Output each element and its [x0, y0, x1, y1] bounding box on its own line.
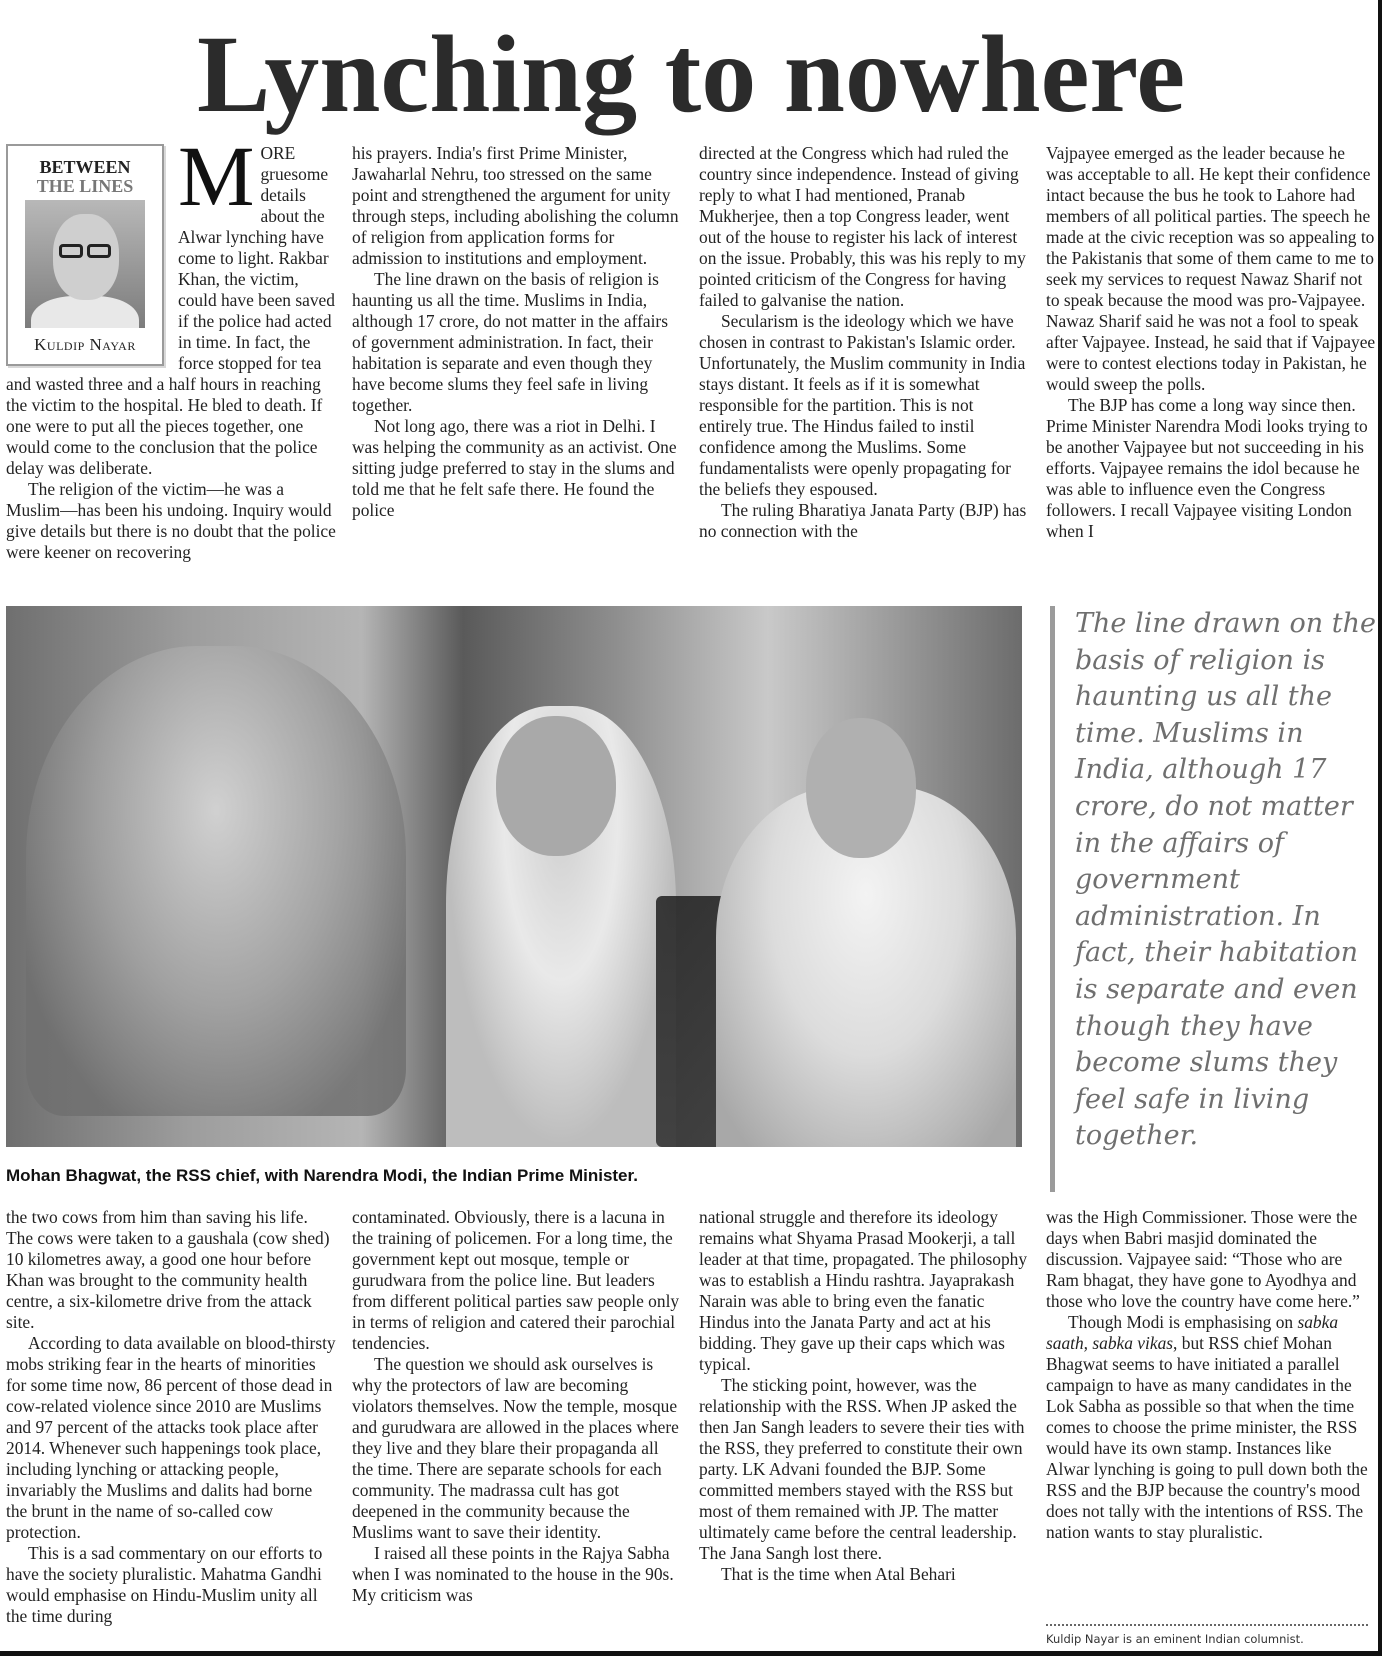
paragraph: Secularism is the ideology which we have chosen in contrast to Pakistan's Islamic order. Unfortunately, the Muslim community in India stays distant. It feels as if it is somewhat responsible for the partition. This is not entirely true. The Hindus failed to instil confidence among the Muslims. Some fundamentalists were openly propagating for the beliefs they espoused. [699, 311, 1026, 499]
text-run: Though Modi is emphasising on [1068, 1312, 1298, 1332]
paragraph: contaminated. Obviously, there is a lacuna in the training of policemen. For a long time, the government kept out mosque, temple or gurudwara from the police line. But leaders from different political parties saw people only in terms of religion and catered their parochial tendencies. [352, 1207, 680, 1353]
column-4-top [1046, 143, 1376, 585]
paragraph: The religion of the victim—he was a Muslim—has been his undoing. Inquiry would give details but there is no doubt that the police were keener on recovering [6, 479, 336, 562]
paragraph: Vajpayee emerged as the leader because he was acceptable to all. He kept their confidence intact because the bus he took to Lahore had members of all political parties. The speech he made at the civic reception was so appealing to the Pakistanis that some of them came to me to seek my services to request Nawaz Sharif not to speak because the mood was pro-Vajpayee. Nawaz Sharif said he was not a fool to speak after Vajpayee. Instead, he said that if Vajpayee were to contest elections today in Pakistan, he would sweep the polls. [1046, 143, 1376, 394]
author-footnote: Kuldip Nayar is an eminent Indian columnist. [1046, 1632, 1304, 1646]
paragraph: his prayers. India's first Prime Minister, Jawaharlal Nehru, too stressed on the same point and strengthened the argument for unity through steps, including abolishing the column of religion from application forms for admission to institutions and employment. [352, 143, 679, 268]
paragraph: national struggle and therefore its ideology remains what Shyama Prasad Mookerji, a tall leader at that time, propagated. The philosophy was to establish a Hindu rashtra. Jayaprakash Narain was able to bring even the fanatic Hindus into the Janata Party and act at his bidding. They gave up their caps which was typical. [699, 1207, 1028, 1374]
paragraph [1046, 1312, 1376, 1543]
article-title: Lynching to nowhere [196, 13, 1186, 135]
column-2-top [352, 143, 682, 585]
pull-quote: The line drawn on the basis of religion is haunting us all the time. Muslims in India, although 17 crore, do not matter in the affairs of government administration. In fact, their habitation is separate and even though they have become slums they feel safe in living together. [1050, 606, 1380, 1192]
page-bottom-rule [0, 1651, 1382, 1656]
news-photo-icon [6, 606, 1022, 1147]
paragraph: The question we should ask ourselves is why the protectors of law are becoming violators themselves. Now the temple, mosque and gurudwara are allowed in the places where they live and they blare their propaganda all the time. There are separate schools for each community. The madrassa cult has got deepened in the community because the Muslims want to save their identity. [352, 1354, 679, 1542]
series-label-line1: BETWEEN [39, 157, 131, 177]
page-right-rule [1378, 0, 1382, 1656]
italic-phrase: sabka saath, sabka vikas [1046, 1312, 1339, 1353]
paragraph: Not long ago, there was a riot in Delhi. I was helping the community as an activist. One sitting judge preferred to stay in the slums and told me that he felt safe there. He found the police [352, 416, 677, 520]
paragraph: That is the time when Atal Behari [721, 1564, 956, 1584]
byline-box [6, 144, 164, 366]
author-portrait-icon [25, 200, 145, 328]
paragraph: ORE gruesome details about the Alwar lynching have come to light. Rakbar Khan, the victim, could have been saved if the police had acted in time. In fact, the force stopped for tea and wasted three and a half hours in reaching the victim to the hospital. He bled to death. If one were to put all the pieces together, one would come to the conclusion that the police delay was deliberate. [6, 143, 335, 478]
paragraph: I raised all these points in the Rajya Sabha when I was nominated to the house in the 90s. My criticism was [352, 1543, 674, 1605]
paragraph: the two cows from him than saving his life. The cows were taken to a gaushala (cow shed) 10 kilometres away, a good one hour before Khan was brought to the community health centre, a six-kilometre drive from the attack site. [6, 1207, 330, 1332]
paragraph: The ruling Bharatiya Janata Party (BJP) has no connection with the [699, 500, 1027, 541]
photo-caption: Mohan Bhagwat, the RSS chief, with Narendra Modi, the Indian Prime Minister. [6, 1166, 638, 1185]
paragraph: According to data available on blood-thirsty mobs striking fear in the hearts of minorities for some time now, 86 percent of those dead in cow-related violence since 2010 are Muslims and 97 percent of the attacks took place after 2014. Whenever such happenings took place, including lynching or attacking people, invariably the Muslims and dalits had borne the brunt in the name of so-called cow protection. [6, 1333, 336, 1542]
column-2-bottom [352, 1207, 682, 1653]
paragraph: directed at the Congress which had ruled the country since independence. Instead of giving reply to what I had mentioned, Pranab Mukherjee, then a top Congress leader, went out of the house to register his lack of interest on the issue. Probably, this was his reply to my pointed criticism of the Congress for having failed to galvanise the nation. [699, 143, 1026, 310]
column-3-top [699, 143, 1029, 585]
drop-cap: M [178, 128, 255, 224]
paragraph: was the High Commissioner. Those were the days when Babri masjid dominated the discussion. Vajpayee said: “Those who are Ram bhagat, they have gone to Ayodhya and those who love the country have come here.” [1046, 1207, 1360, 1311]
column-3-bottom [699, 1207, 1029, 1653]
paragraph: The sticking point, however, was the relationship with the RSS. When JP asked the then Jan Sangh leaders to severe their ties with the RSS, they preferred to constitute their own party. LK Advani founded the BJP. Some committed members stayed with the RSS but most of them remained with JP. The matter ultimately came before the central leadership. The Jana Sangh lost there. [699, 1375, 1025, 1563]
series-label-line2: THE LINES [36, 176, 134, 196]
text-run: , but RSS chief Mohan Bhagwat seems to have initiated a parallel campaign to have as many candidates in the Lok Sabha as possible so that when the time comes to choose the prime minister, the RSS would have its own stamp. Instances like Alwar lynching is going to pull down both the RSS and the BJP because the country's mood does not tally with the intentions of RSS. The nation wants to stay pluralistic. [1046, 1333, 1368, 1542]
author-name: Kuldip Nayar [34, 335, 136, 354]
paragraph: This is a sad commentary on our efforts to have the society pluralistic. Mahatma Gandhi would emphasise on Hindu-Muslim unity all the time during [6, 1543, 323, 1626]
paragraph: The line drawn on the basis of religion is haunting us all the time. Muslims in India, although 17 crore, do not matter in the affairs of government administration. In fact, their habitation is separate and even though they have become slums they feel safe in living together. [352, 269, 668, 415]
footnote-divider [1046, 1624, 1368, 1626]
column-4-bottom [1046, 1207, 1376, 1653]
column-1-bottom [6, 1207, 336, 1653]
column-1-top [6, 128, 336, 585]
paragraph: The BJP has come a long way since then. Prime Minister Narendra Modi looks trying to be another Vajpayee but not succeeding in his efforts. Vajpayee remains the idol because he was able to influence even the Congress followers. I recall Vajpayee visiting London when I [1046, 395, 1368, 541]
